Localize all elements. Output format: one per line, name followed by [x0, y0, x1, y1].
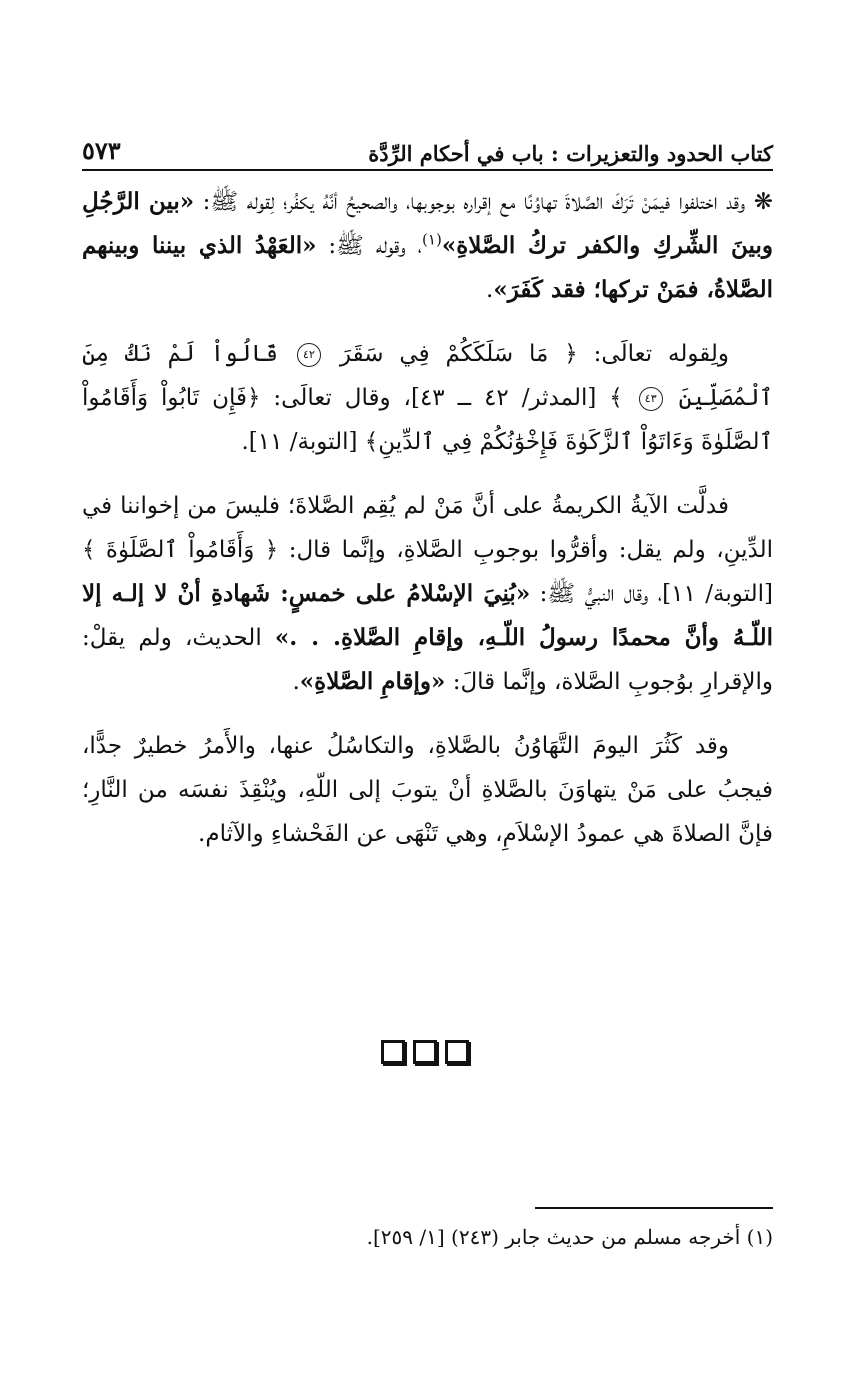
paragraph-2: [82, 332, 773, 464]
text-segment: ﴾ [المدثر/ ٤٢ ــ ٤٣]، وقال تعالَى: ﴿فَإِن تَابُواْ وَأَقَامُواْ ٱلصَّلَوٰةَ وَءَاتَوُاْ ٱلزَّكَوٰةَ فَإِخْوَٰنُكُمْ فِي ٱلدِّينِ﴾ [التوبة/ ١١].: [82, 385, 773, 455]
hadith-quote: «العَهْدُ الذي بيننا وبينهم الصَّلاةُ، فمَنْ تركها؛ فقد كَفَرَ»: [82, 232, 773, 303]
text-segment: قَالُواْ لَمْ نَكُ مِنَ ٱلْمُصَلِّينَ: [82, 341, 773, 411]
footnote-rule: [535, 1207, 773, 1209]
text-segment: ، وقوله ﷺ:: [316, 233, 423, 259]
body-text: [82, 180, 773, 876]
page-header: [82, 122, 773, 166]
section-separator: [0, 1040, 849, 1064]
text-segment: وقد كَثُرَ اليومَ التَّهَاوُنُ بالصَّلاةِ، والتكاسُلُ عنها، والأَمرُ خطيرٌ جدًّا، فيجبُ على مَنْ يتهاوَنَ بالصَّلاةِ أنْ يتوبَ إلى اللّهِ، ويُنْقِذَ نفسَه من النَّارِ؛ فإنَّ الصلاةَ هي عمودُ الإسْلاَمِ، وهي تَنْهَى عن الفَحْشاءِ والآثام.: [82, 733, 773, 847]
paragraph-3: [82, 484, 773, 704]
hadith-quote: «وإقامِ الصَّلاةِ»: [299, 668, 446, 695]
paragraph-1: [82, 180, 773, 312]
ayah-number-marker: ٤٣: [639, 387, 663, 411]
text-segment: ❋ وقد اختلفوا فيمَنْ تَرَكَ الصَّلاةَ تهاوُنًا مع إقراره بوجوبها، والصحيحُ أنَّهُ يكفُر؛ لِقوله ﷺ:: [194, 189, 773, 215]
text-segment: فدلَّت الآيةُ الكريمةُ على أنَّ مَنْ لم يُقِم الصَّلاةَ؛ فليسَ من إخواننا في الدِّينِ، ولم يقل: وأقرُّوا بوجوبِ الصَّلاةِ، وإنَّما قال: ﴿ وَأَقَامُواْ ٱلصَّلَوٰةَ ﴾ [التوبة/ ١١]، وقال النبيُّ ﷺ:: [82, 493, 773, 607]
hadith-quote: «بُنِيَ الإسْلامُ على خمسٍ: شَهادةِ أنْ لا إلـه إلا اللّـهُ وأنَّ محمدًا رسولُ اللّـهِ، وإقامِ الصَّلاةِ. . .»: [82, 580, 773, 651]
text-segment: ولِقوله تعالَى: ﴿ مَا سَلَكَكُمْ فِي سَقَرَ: [323, 341, 729, 367]
hadith-quote: «بين الرَّجُلِ وبينَ الشِّركِ والكفر تركُ الصَّلاةِ»: [82, 188, 774, 259]
paragraph-4: [82, 724, 773, 856]
page-number: ٥٧٣: [82, 136, 121, 166]
square-icon: [381, 1040, 405, 1064]
square-icon: [445, 1040, 469, 1064]
ayah-number-marker: ٤٢: [297, 343, 321, 367]
text-segment: .: [486, 277, 494, 303]
header-rule: [82, 169, 773, 171]
footnote-ref: (١): [422, 230, 442, 249]
footnote: (١) أخرجه مسلم من حديث جابر (٢٤٣) [١/ ٢٥٩].: [366, 1225, 773, 1249]
running-head: كتاب الحدود والتعزيرات : باب في أحكام الرِّدَّة: [368, 140, 773, 166]
text-segment: .: [292, 669, 300, 695]
square-icon: [413, 1040, 437, 1064]
text-segment: الحديث، ولم يقلْ: والإقرارِ بوُجوبِ الصَّلاة، وإنَّما قالَ:: [82, 625, 773, 695]
